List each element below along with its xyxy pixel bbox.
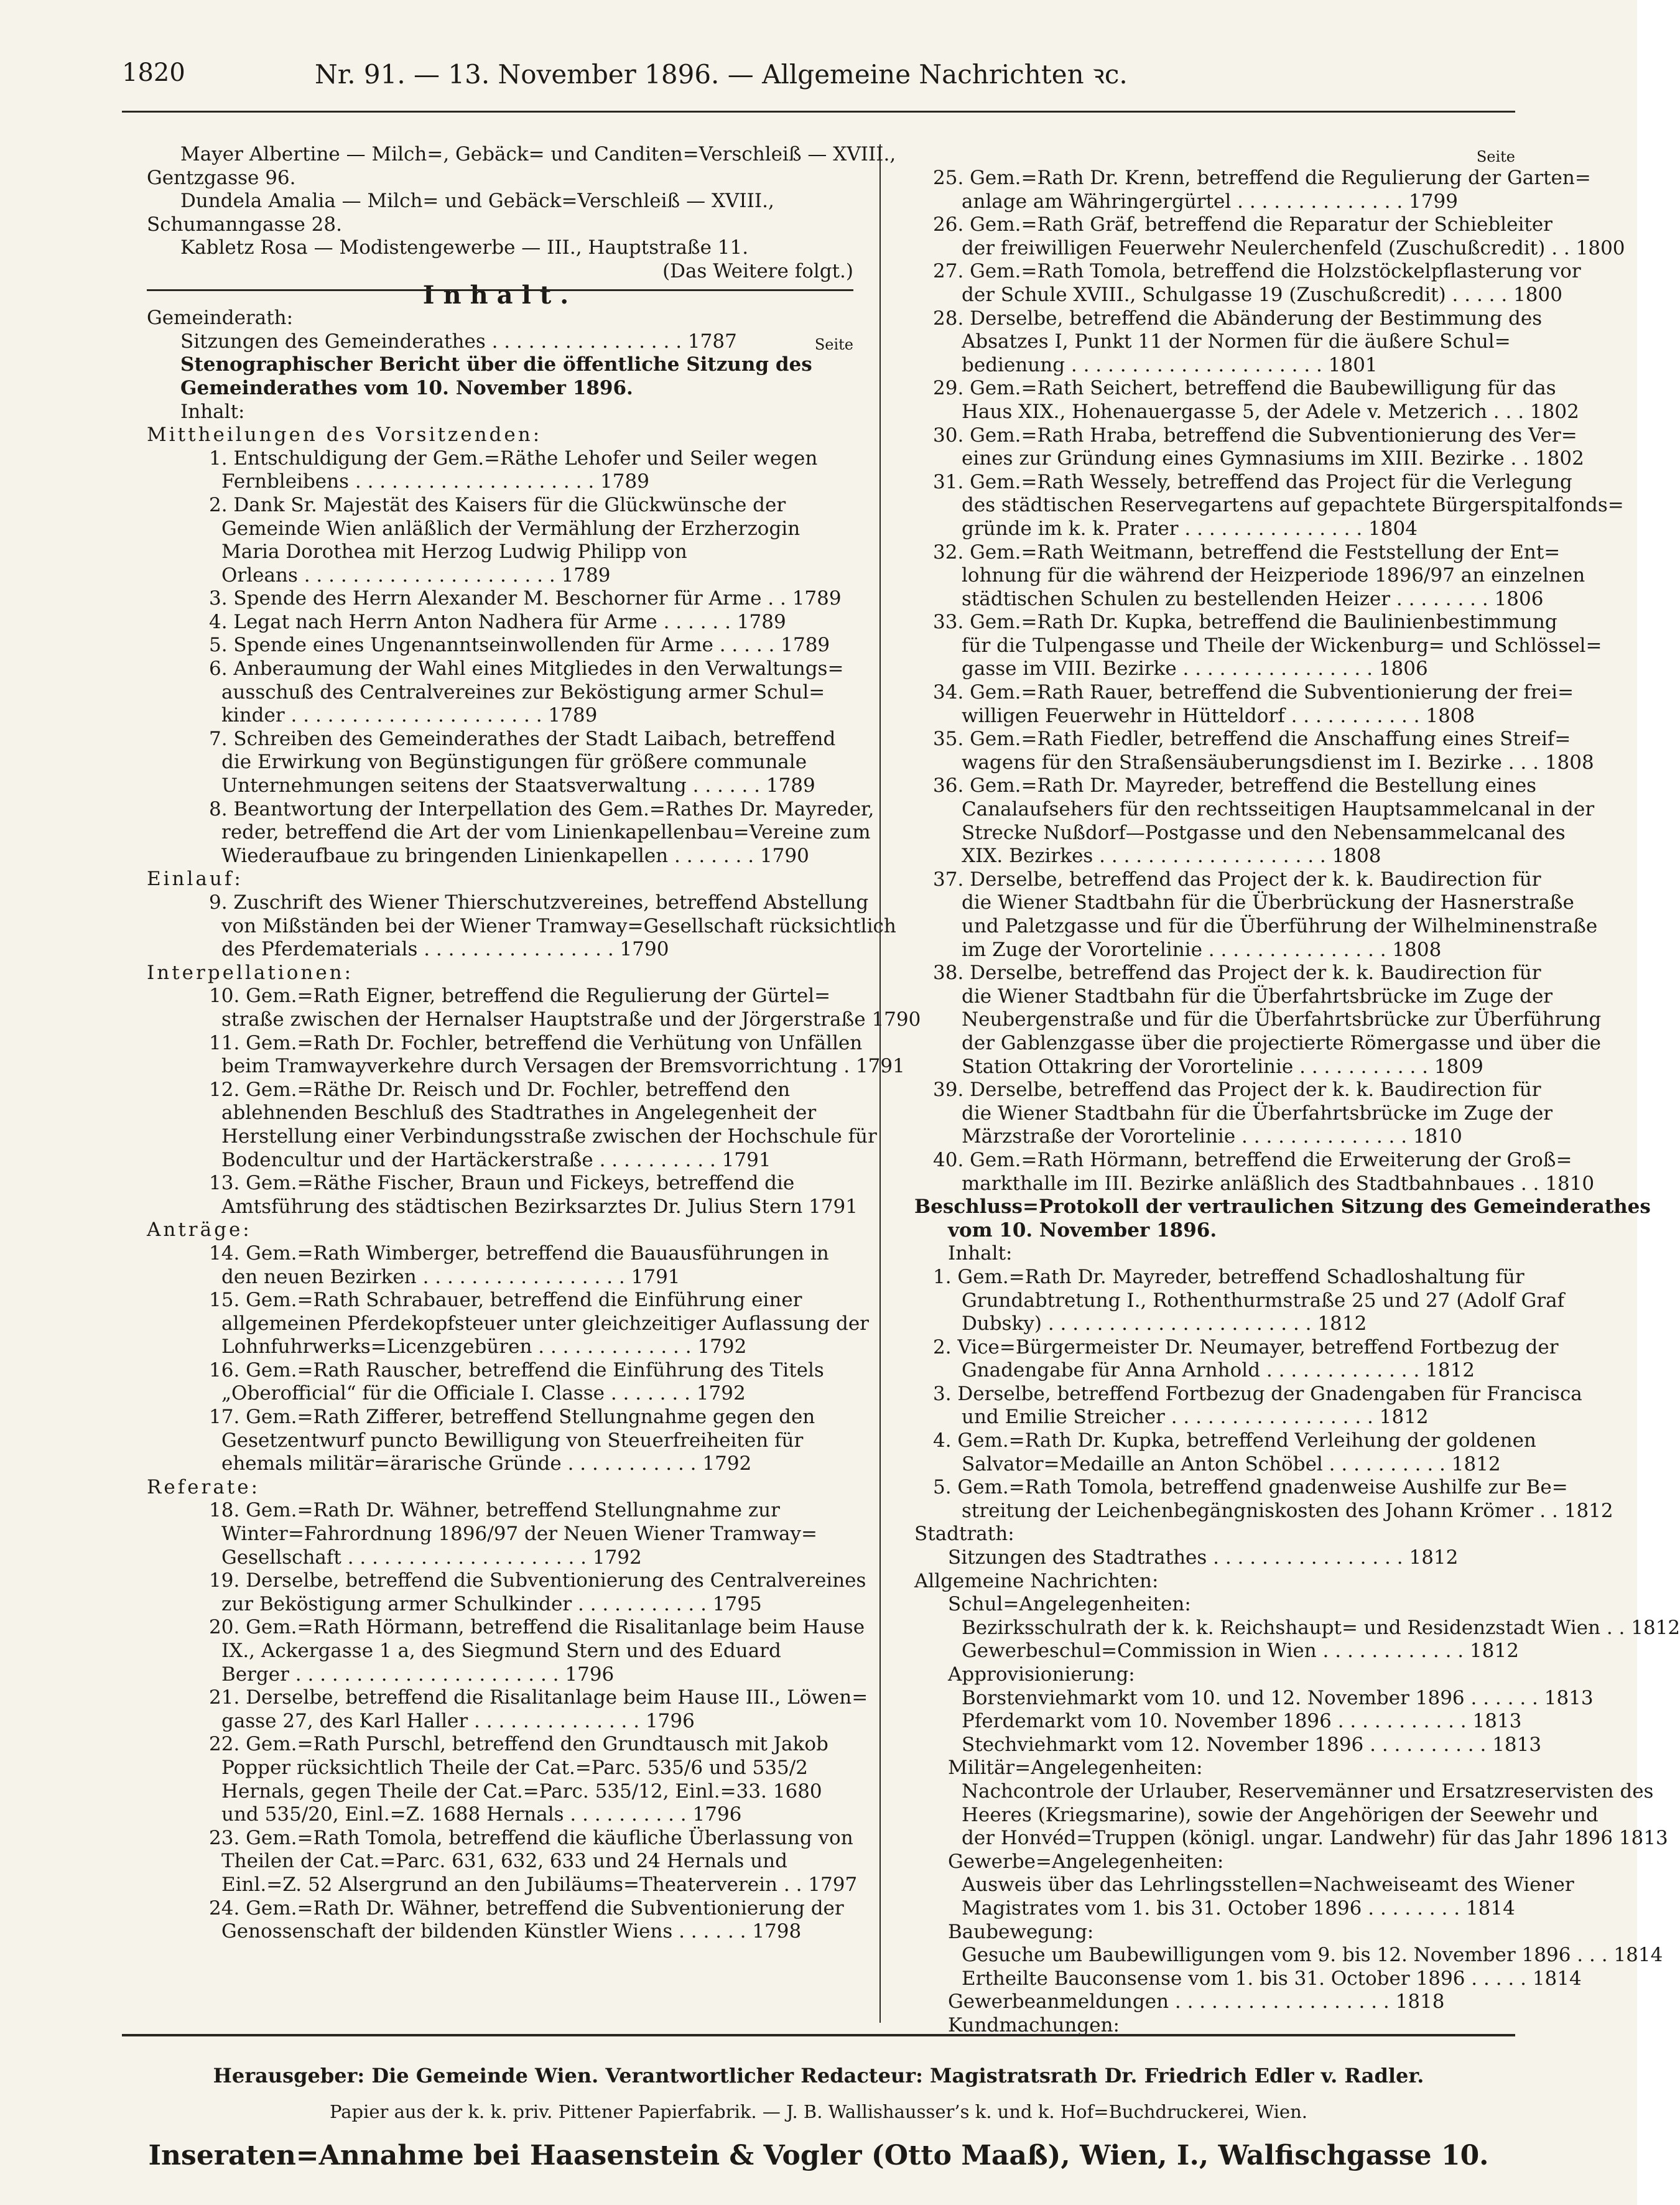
toc-line: die Wiener Stadtbahn für die Überfahrtsbrücke im Zuge der <box>962 985 1553 1008</box>
toc-line: 40. Gem.=Rath Hörmann, betreffend die Erweiterung der Groß= <box>933 1148 1572 1171</box>
toc-line: XIX. Bezirkes . . . . . . . . . . . . . . . . . . . 1808 <box>962 845 1381 868</box>
toc-line: 5. Spende eines Ungenanntseinwollenden für Arme . . . . . 1789 <box>209 634 830 657</box>
toc-line: Anträge: <box>147 1219 252 1242</box>
toc-line: Haus XIX., Hohenauergasse 5, der Adele v. Metzerich . . . 1802 <box>962 400 1579 423</box>
toc-line: 37. Derselbe, betreffend das Project der k. k. Baudirection für <box>933 868 1541 891</box>
toc-line: gasse im VIII. Bezirke . . . . . . . . . . . . . . . . 1806 <box>962 657 1428 680</box>
seite-label-right: Seite <box>1476 148 1515 165</box>
toc-line: der Gablenzgasse über die projectierte Römergasse und über die <box>962 1031 1601 1054</box>
toc-line: 6. Anberaumung der Wahl eines Mitgliedes in den Verwaltungs= <box>209 657 844 680</box>
toc-line: Stadtrath: <box>914 1523 1014 1546</box>
toc-line: reder, betreffend die Art der vom Linienkapellenbau=Vereine zum <box>221 821 871 844</box>
toc-line: willigen Feuerwehr in Hütteldorf . . . . . . . . . . . 1808 <box>962 704 1475 727</box>
toc-line: von Mißständen bei der Wiener Tramway=Gesellschaft rücksichtlich <box>221 914 896 937</box>
toc-line: Station Ottakring der Vorortelinie . . . . . . . . . . . 1809 <box>962 1055 1483 1078</box>
toc-line: Gnadengabe für Anna Arnhold . . . . . . . . . . . . . 1812 <box>962 1359 1475 1382</box>
toc-line: 2. Dank Sr. Majestät des Kaisers für die Glückwünsche der <box>209 493 786 516</box>
toc-line: Neubergenstraße und für die Überfahrtsbrücke zur Überführung <box>962 1008 1602 1031</box>
toc-line: Borstenviehmarkt vom 10. und 12. November 1896 . . . . . . 1813 <box>962 1686 1594 1709</box>
toc-line: 1. Entschuldigung der Gem.=Räthe Lehofer und Seiler wegen <box>209 447 818 470</box>
toc-line: Grundabtretung I., Rothenthurmstraße 25 und 27 (Adolf Graf <box>962 1289 1565 1312</box>
toc-line: 9. Zuschrift des Wiener Thierschutzvereines, betreffend Abstellung <box>209 891 869 914</box>
toc-line: und 535/20, Einl.=Z. 1688 Hernals . . . . . . . . . . 1796 <box>221 1803 742 1826</box>
toc-line: wagens für den Straßensäuberungsdienst im I. Bezirke . . . 1808 <box>962 751 1594 774</box>
toc-line: 4. Gem.=Rath Dr. Kupka, betreffend Verleihung der goldenen <box>933 1429 1536 1452</box>
toc-line: Winter=Fahrordnung 1896/97 der Neuen Wiener Tramway= <box>221 1523 817 1546</box>
toc-line: eines zur Gründung eines Gymnasiums im XIII. Bezirke . . 1802 <box>962 447 1584 470</box>
toc-line: Gewerbe=Angelegenheiten: <box>948 1850 1224 1873</box>
toc-line: Bezirksschulrath der k. k. Reichshaupt= und Residenzstadt Wien . . 1812 <box>962 1616 1680 1639</box>
toc-line: Baubewegung: <box>948 1920 1094 1943</box>
toc-line: den neuen Bezirken . . . . . . . . . . . . . . . . . 1791 <box>221 1265 680 1288</box>
toc-line: 2. Vice=Bürgermeister Dr. Neumayer, betreffend Fortbezug der <box>933 1335 1559 1358</box>
toc-line: Schul=Angelegenheiten: <box>948 1593 1191 1616</box>
toc-line: Schumanngasse 28. <box>147 213 342 236</box>
toc-line: Amtsführung des städtischen Bezirksarztes Dr. Julius Stern 1791 <box>221 1195 858 1218</box>
toc-line: ehemals militär=ärarische Gründe . . . . . . . . . . . 1792 <box>221 1452 752 1475</box>
toc-line: 27. Gem.=Rath Tomola, betreffend die Holzstöckelpflasterung vor <box>933 260 1581 283</box>
toc-line: Referate: <box>147 1475 261 1498</box>
toc-line: und Paletzgasse und für die Überführung der Wilhelminenstraße <box>962 915 1598 937</box>
toc-line: Gesellschaft . . . . . . . . . . . . . . . . . . . . 1792 <box>221 1546 642 1569</box>
toc-line: ausschuß des Centralvereines zur Beköstigung armer Schul= <box>221 680 825 703</box>
toc-line: die Erwirkung von Begünstigungen für größere communale <box>221 751 807 774</box>
toc-line: 3. Spende des Herrn Alexander M. Beschorner für Arme . . 1789 <box>209 587 842 610</box>
toc-line: 29. Gem.=Rath Seichert, betreffend die Baubewilligung für das <box>933 377 1556 400</box>
toc-line: Gemeinderath: <box>147 307 294 330</box>
toc-line: Pferdemarkt vom 10. November 1896 . . . . . . . . . . . 1813 <box>962 1710 1522 1733</box>
toc-line: Gewerbeschul=Commission in Wien . . . . . . . . . . . . 1812 <box>962 1640 1519 1663</box>
toc-line: des städtischen Reservegartens auf gepachtete Bürgerspitalfonds= <box>962 494 1624 517</box>
toc-line: 19. Derselbe, betreffend die Subventionierung des Centralvereines <box>209 1569 866 1592</box>
toc-line: Mittheilungen des Vorsitzenden: <box>147 424 542 447</box>
toc-line: 20. Gem.=Rath Hörmann, betreffend die Risalitanlage beim Hause <box>209 1616 865 1639</box>
printer-line: Papier aus der k. k. priv. Pittener Papierfabrik. — J. B. Wallishausser’s k. und k. Hof=Buchdruckerei, Wien. <box>330 2101 1307 2122</box>
toc-line: 1. Gem.=Rath Dr. Mayreder, betreffend Schadloshaltung für <box>933 1265 1525 1288</box>
toc-line: des Pferdematerials . . . . . . . . . . . . . . . . 1790 <box>221 938 669 961</box>
toc-line: 39. Derselbe, betreffend das Project der k. k. Baudirection für <box>933 1079 1541 1102</box>
toc-line: Gemeinde Wien anläßlich der Vermählung der Erzherzogin <box>221 517 801 540</box>
toc-line: 26. Gem.=Rath Gräf, betreffend die Reparatur der Schiebleiter <box>933 213 1552 236</box>
toc-line: 35. Gem.=Rath Fiedler, betreffend die Anschaffung eines Streif= <box>933 728 1571 751</box>
toc-line: 21. Derselbe, betreffend die Risalitanlage beim Hause III., Löwen= <box>209 1686 868 1709</box>
toc-line: Lohnfuhrwerks=Licenzgebüren . . . . . . . . . . . . . 1792 <box>221 1335 747 1358</box>
toc-line: streitung der Leichenbegängniskosten des Johann Krömer . . 1812 <box>962 1499 1613 1522</box>
toc-line: anlage am Währingergürtel . . . . . . . . . . . . . . 1799 <box>962 190 1458 213</box>
toc-line: 8. Beantwortung der Interpellation des Gem.=Rathes Dr. Mayreder, <box>209 797 875 820</box>
footer-rule <box>122 2034 1515 2036</box>
toc-line: Berger . . . . . . . . . . . . . . . . . . . . . . 1796 <box>221 1663 615 1686</box>
toc-line: allgemeinen Pferdekopfsteuer unter gleichzeitiger Auflassung der <box>221 1312 869 1335</box>
left-column <box>147 143 921 1944</box>
toc-line: Gemeinderathes vom 10. November 1896. <box>180 376 633 399</box>
toc-line: kinder . . . . . . . . . . . . . . . . . . . . . 1789 <box>221 704 598 727</box>
toc-line: 3. Derselbe, betreffend Fortbezug der Gnadengaben für Francisca <box>933 1382 1582 1405</box>
toc-line: der Schule XVIII., Schulgasse 19 (Zuschußcredit) . . . . . 1800 <box>962 283 1562 306</box>
toc-line: ablehnenden Beschluß des Stadtrathes in Angelegenheit der <box>221 1102 817 1125</box>
toc-line: Magistrates vom 1. bis 31. October 1896 . . . . . . . . 1814 <box>962 1896 1515 1920</box>
toc-line: 5. Gem.=Rath Tomola, betreffend gnadenweise Aushilfe zur Be= <box>933 1476 1568 1499</box>
toc-line: zur Beköstigung armer Schulkinder . . . . . . . . . . . 1795 <box>221 1592 762 1615</box>
toc-line: 23. Gem.=Rath Tomola, betreffend die käufliche Überlassung von <box>209 1826 853 1849</box>
toc-line: 11. Gem.=Rath Dr. Fochler, betreffend die Verhütung von Unfällen <box>209 1031 863 1054</box>
toc-line: 36. Gem.=Rath Dr. Mayreder, betreffend die Bestellung eines <box>933 774 1537 797</box>
toc-line: 16. Gem.=Rath Rauscher, betreffend die Einführung des Titels <box>209 1358 824 1381</box>
toc-line: Inhalt: <box>948 1242 1013 1265</box>
toc-line: städtischen Schulen zu bestellenden Heizer . . . . . . . . 1806 <box>962 587 1544 610</box>
toc-line: Orleans . . . . . . . . . . . . . . . . . . . . . 1789 <box>221 564 611 587</box>
toc-line: Wiederaufbaue zu bringenden Linienkapellen . . . . . . . 1790 <box>221 844 809 867</box>
toc-line: Maria Dorothea mit Herzog Ludwig Philipp von <box>221 541 687 564</box>
seite-label-left: Seite <box>814 336 853 353</box>
toc-line: Canalaufsehers für den rechtsseitigen Hauptsammelcanal in der <box>962 798 1595 821</box>
toc-line: Kundmachungen: <box>948 2013 1120 2036</box>
toc-line: Gewerbeanmeldungen . . . . . . . . . . . . . . . . . . 1818 <box>948 1990 1445 2013</box>
toc-line: Kabletz Rosa — Modistengewerbe — III., Hauptstraße 11. <box>180 236 749 259</box>
toc-line: Strecke Nußdorf—Postgasse und den Nebensammelcanal des <box>962 821 1566 844</box>
column-divider <box>879 144 881 2023</box>
toc-line: Stenographischer Bericht über die öffentliche Sitzung des <box>180 353 812 376</box>
toc-line: straße zwischen der Hernalser Hauptstraße und der Jörgerstraße 1790 <box>221 1008 921 1031</box>
toc-line: Dundela Amalia — Milch= und Gebäck=Verschleiß — XVIII., <box>180 190 774 213</box>
toc-line: Interpellationen: <box>147 961 354 984</box>
toc-line: 25. Gem.=Rath Dr. Krenn, betreffend die Regulierung der Garten= <box>933 167 1591 189</box>
toc-line: Ausweis über das Lehrlingsstellen=Nachweiseamt des Wiener <box>962 1873 1574 1896</box>
toc-line: 28. Derselbe, betreffend die Abänderung der Bestimmung des <box>933 307 1543 330</box>
toc-line: und Emilie Streicher . . . . . . . . . . . . . . . . . 1812 <box>962 1406 1429 1429</box>
toc-line: 15. Gem.=Rath Schrabauer, betreffend die Einführung einer <box>209 1289 802 1312</box>
toc-line: gründe im k. k. Prater . . . . . . . . . . . . . . . 1804 <box>962 517 1418 540</box>
toc-line: 7. Schreiben des Gemeinderathes der Stadt Laibach, betreffend <box>209 727 836 750</box>
toc-line: Sitzungen des Stadtrathes . . . . . . . . . . . . . . . . 1812 <box>948 1546 1459 1569</box>
toc-line: 38. Derselbe, betreffend das Project der k. k. Baudirection für <box>933 962 1541 985</box>
toc-line: Absatzes I, Punkt 11 der Normen für die äußere Schul= <box>962 330 1511 353</box>
toc-line: Sitzungen des Gemeinderathes . . . . . . . . . . . . . . . . 1787 <box>180 330 737 353</box>
toc-line: 31. Gem.=Rath Wessely, betreffend das Project für die Verlegung <box>933 470 1572 493</box>
toc-line: für die Tulpengasse und Theile der Wickenburg= und Schlössel= <box>962 634 1602 657</box>
toc-line: Märzstraße der Vorortelinie . . . . . . . . . . . . . . 1810 <box>962 1125 1462 1148</box>
toc-line: 17. Gem.=Rath Zifferer, betreffend Stellungnahme gegen den <box>209 1406 815 1429</box>
toc-line: 34. Gem.=Rath Rauer, betreffend die Subventionierung der frei= <box>933 681 1574 704</box>
toc-line: Militär=Angelegenheiten: <box>948 1757 1203 1780</box>
toc-line: Salvator=Medaille an Anton Schöbel . . . . . . . . . . 1812 <box>962 1452 1501 1475</box>
toc-line: Heeres (Kriegsmarine), sowie der Angehörigen der Seewehr und <box>962 1803 1599 1826</box>
toc-line: Mayer Albertine — Milch=, Gebäck= und Canditen=Verschleiß — XVIII., <box>180 143 896 165</box>
toc-line: 18. Gem.=Rath Dr. Wähner, betreffend Stellungnahme zur <box>209 1499 780 1522</box>
toc-line: Fernbleibens . . . . . . . . . . . . . . . . . . . . 1789 <box>221 470 649 493</box>
right-column <box>914 167 1680 2038</box>
toc-line: 22. Gem.=Rath Purschl, betreffend den Grundtausch mit Jakob <box>209 1733 828 1756</box>
toc-line: Herstellung einer Verbindungsstraße zwischen der Hochschule für <box>221 1125 877 1148</box>
toc-line: Inhalt: <box>180 400 245 423</box>
toc-line: Beschluss=Protokoll der vertraulichen Sitzung des Gemeinderathes <box>914 1195 1651 1219</box>
toc-line: Ertheilte Bauconsense vom 1. bis 31. October 1896 . . . . . 1814 <box>962 1967 1582 1990</box>
toc-line: der freiwilligen Feuerwehr Neulerchenfeld (Zuschußcredit) . . 1800 <box>962 236 1625 259</box>
toc-line: IX., Ackergasse 1 a, des Siegmund Stern und des Eduard <box>221 1640 781 1662</box>
toc-line: 24. Gem.=Rath Dr. Wähner, betreffend die Subventionierung der <box>209 1896 844 1920</box>
toc-line: Genossenschaft der bildenden Künstler Wiens . . . . . . 1798 <box>221 1920 802 1943</box>
toc-line: 4. Legat nach Herrn Anton Nadhera für Arme . . . . . . 1789 <box>209 610 786 633</box>
toc-line: Gesetzentwurf puncto Bewilligung von Steuerfreiheiten für <box>221 1429 804 1452</box>
toc-line: 12. Gem.=Räthe Dr. Reisch und Dr. Fochler, betreffend den <box>209 1078 791 1101</box>
toc-line: markthalle im III. Bezirke anläßlich des Stadtbahnbaues . . 1810 <box>962 1172 1595 1195</box>
advertising-line: Inseraten=Annahme bei Haasenstein & Vogler (Otto Maaß), Wien, I., Walfischgasse 10. <box>148 2140 1489 2171</box>
toc-line: (Das Weitere folgt.) <box>662 259 853 282</box>
toc-line: Einlauf: <box>147 868 243 891</box>
header-rule <box>122 111 1515 113</box>
section-rule <box>147 289 853 291</box>
header-title: Nr. 91. — 13. November 1896. — Allgemeine Nachrichten ꝛc. <box>315 59 1128 90</box>
toc-line: „Oberofficial“ für die Officiale I. Classe . . . . . . . 1792 <box>221 1382 746 1405</box>
toc-line: 33. Gem.=Rath Dr. Kupka, betreffend die Baulinienbestimmung <box>933 611 1557 634</box>
page-number: 1820 <box>122 58 185 87</box>
toc-line: 14. Gem.=Rath Wimberger, betreffend die Bauausführungen in <box>209 1242 829 1265</box>
toc-line: Einl.=Z. 52 Alsergrund an den Jubiläums=Theaterverein . . 1797 <box>221 1873 858 1896</box>
toc-line: die Wiener Stadtbahn für die Überfahrtsbrücke im Zuge der <box>962 1102 1553 1125</box>
toc-line: 30. Gem.=Rath Hraba, betreffend die Subventionierung des Ver= <box>933 424 1577 447</box>
toc-line: Nachcontrole der Urlauber, Reservemänner und Ersatzreservisten des <box>962 1780 1654 1803</box>
toc-line: im Zuge der Vorortelinie . . . . . . . . . . . . . . . 1808 <box>962 938 1442 961</box>
toc-line: Bodencultur und der Hartäckerstraße . . . . . . . . . . 1791 <box>221 1148 771 1171</box>
toc-line: Theilen der Cat.=Parc. 631, 632, 633 und 24 Hernals und <box>221 1850 787 1873</box>
toc-line: die Wiener Stadtbahn für die Überbrückung der Hasnerstraße <box>962 891 1574 914</box>
toc-line: Popper rücksichtlich Theile der Cat.=Parc. 535/6 und 535/2 <box>221 1756 808 1779</box>
toc-line: lohnung für die während der Heizperiode 1896/97 an einzelnen <box>962 564 1585 587</box>
toc-line: 32. Gem.=Rath Weitmann, betreffend die Feststellung der Ent= <box>933 541 1561 564</box>
toc-line: Gesuche um Baubewilligungen vom 9. bis 12. November 1896 . . . 1814 <box>962 1944 1663 1967</box>
toc-line: Approvisionierung: <box>948 1663 1135 1686</box>
toc-line: 10. Gem.=Rath Eigner, betreffend die Regulierung der Gürtel= <box>209 985 831 1008</box>
toc-line: Dubsky) . . . . . . . . . . . . . . . . . . . . . . 1812 <box>962 1312 1367 1335</box>
toc-line: vom 10. November 1896. <box>948 1219 1217 1242</box>
toc-line: Stechviehmarkt vom 12. November 1896 . . . . . . . . . . 1813 <box>962 1733 1542 1756</box>
running-header <box>122 44 1515 100</box>
toc-line: bedienung . . . . . . . . . . . . . . . . . . . . . 1801 <box>962 353 1378 376</box>
toc-line: Gentzgasse 96. <box>147 166 296 189</box>
toc-line: beim Tramwayverkehre durch Versagen der Bremsvorrichtung . 1791 <box>221 1055 905 1078</box>
toc-line: Allgemeine Nachrichten: <box>914 1569 1159 1592</box>
toc-line: 13. Gem.=Räthe Fischer, Braun und Fickeys, betreffend die <box>209 1172 795 1195</box>
publisher-line: Herausgeber: Die Gemeinde Wien. Verantwortlicher Redacteur: Magistratsrath Dr. Friedrich Edler v. Radler. <box>213 2064 1424 2087</box>
toc-line: Inhalt. <box>422 280 578 310</box>
toc-line: der Honvéd=Truppen (königl. ungar. Landwehr) für das Jahr 1896 1813 <box>962 1827 1668 1850</box>
toc-line: Hernals, gegen Theile der Cat.=Parc. 535/12, Einl.=33. 1680 <box>221 1780 822 1803</box>
toc-line: Unternehmungen seitens der Staatsverwaltung . . . . . . 1789 <box>221 774 815 797</box>
toc-line: gasse 27, des Karl Haller . . . . . . . . . . . . . . 1796 <box>221 1709 695 1732</box>
